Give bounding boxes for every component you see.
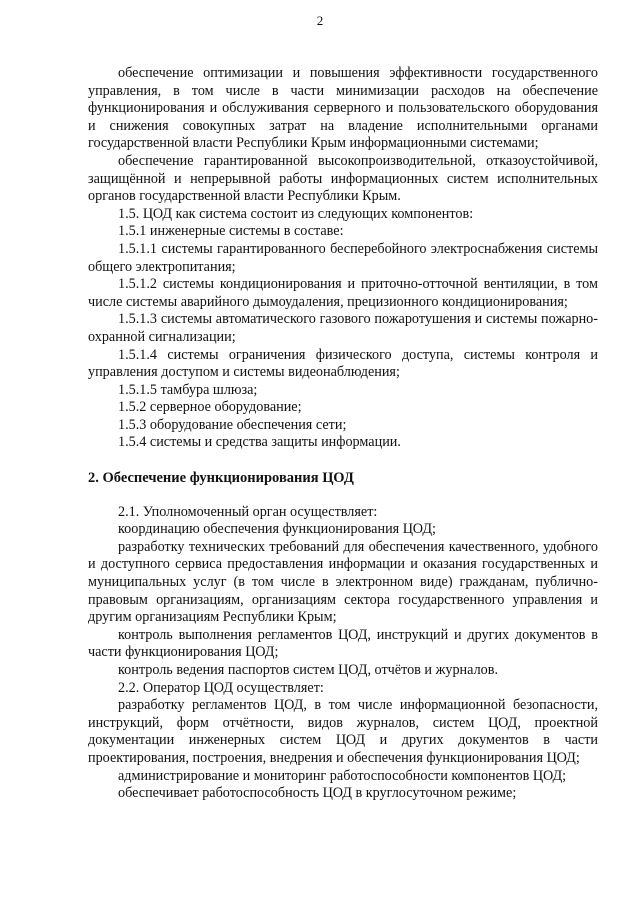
paragraph: 1.5.1.5 тамбура шлюза; [118, 381, 258, 398]
paragraph: 1.5.2 серверное оборудование; [118, 399, 302, 416]
paragraph: 1.5.4 системы и средства защиты информации. [118, 434, 401, 451]
paragraph: 1.5.1 инженерные системы в составе: [118, 223, 344, 240]
paragraph: разработку регламентов ЦОД, в том числе информационной безопасности, инструкций, форм отчётности, видов журналов, систем ЦОД, проектной документации инженерных систем ЦОД и других документов в части проектирования, построения, внедрения и обеспечения функционирования ЦОД; [88, 697, 598, 766]
paragraph: 1.5.3 оборудование обеспечения сети; [118, 416, 347, 433]
paragraph: 2.1. Уполномоченный орган осуществляет: [118, 503, 378, 520]
page-number: 2 [316, 13, 324, 28]
paragraph: разработку технических требований для обеспечения качественного, удобного и доступного сервиса предоставления информации и оказания государственных и муниципальных услуг (в том числе в электронном виде) гражданам, публично-правовым организациям, организациям сектора государственного управления и другим организациям Республики Крым; [88, 538, 598, 626]
paragraph: 1.5.1.1 системы гарантированного бесперебойного электроснабжения системы общего электропитания; [88, 240, 598, 275]
paragraph: контроль выполнения регламентов ЦОД, инструкций и других документов в части функционирования ЦОД; [88, 626, 598, 661]
paragraph: обеспечение гарантированной высокопроизводительной, отказоустойчивой, защищённой и непрерывной работы информационных систем исполнительных органов государственной власти Республики Крым. [88, 152, 598, 205]
paragraph: координацию обеспечения функционирования ЦОД; [118, 521, 436, 538]
paragraph: контроль ведения паспортов систем ЦОД, отчётов и журналов. [118, 662, 498, 678]
document-body [88, 65, 598, 803]
paragraph: обеспечивает работоспособность ЦОД в круглосуточном режиме; [118, 785, 517, 802]
paragraph: 1.5.1.3 системы автоматического газового пожаротушения и системы пожарно-охранной сигнализации; [88, 311, 598, 345]
paragraph: 2.2. Оператор ЦОД осуществляет: [118, 679, 324, 696]
paragraph: администрирование и мониторинг работоспособности компонентов ЦОД; [118, 767, 567, 784]
paragraph: 1.5. ЦОД как система состоит из следующих компонентов: [118, 205, 474, 222]
paragraph: 1.5.1.2 системы кондиционирования и приточно-отточной вентиляции, в том числе системы аварийного дымоудаления, прецизионного кондиционирования; [88, 276, 598, 310]
paragraph: 1.5.1.4 системы ограничения физического доступа, системы контроля и управления доступом и системы видеонаблюдения; [88, 346, 598, 381]
paragraph: обеспечение оптимизации и повышения эффективности государственного управления, в том числе в части минимизации расходов на обеспечение функционирования и обслуживания серверного и пользовательского оборудования и снижения совокупных затрат на владение исполнительными органами государственной власти Республики Крым информационными системами; [88, 65, 598, 152]
section-heading: 2. Обеспечение функционирования ЦОД [88, 470, 354, 487]
